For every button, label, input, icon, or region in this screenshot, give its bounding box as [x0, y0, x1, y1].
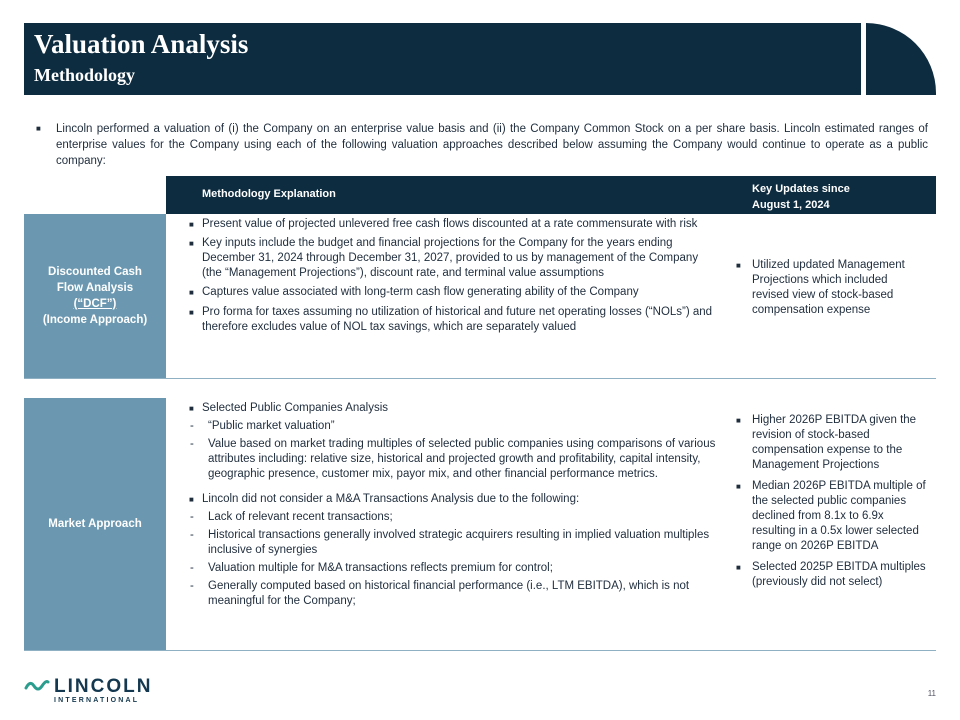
table-header	[166, 176, 936, 214]
sub-list-item: - “Public market valuation”	[190, 420, 335, 432]
dcf-explanation	[180, 217, 720, 335]
row-label-dcf: Discounted Cash Flow Analysis (“DCF”) (Income Approach)	[24, 214, 166, 378]
bullet-icon: ■	[189, 220, 194, 229]
bullet-icon: ■	[189, 288, 194, 297]
list-item: ■ Higher 2026P EBITDA given the revision of stock-based compensation expense to the Management Projections	[736, 414, 917, 471]
bullet-icon: ■	[736, 261, 741, 270]
sub-list-item: - Historical transactions generally involved strategic acquirers resulting in implied valuation multiples inclusive of synergies	[190, 529, 710, 556]
bullet-icon: ■	[736, 482, 741, 491]
market-updates	[736, 413, 926, 590]
dcf-updates	[736, 258, 926, 318]
list-item: ■ Pro forma for taxes assuming no utilization of historical and future net operating losses (“NOLs”) and therefore excludes value of NOL tax savings, which are separately valued	[189, 306, 713, 333]
row-label-market: Market Approach	[24, 398, 166, 650]
sub-list-item: - Generally computed based on historical financial performance (i.e., LTM EBITDA), which is not meaningful for the Company;	[190, 580, 690, 607]
bullet-icon: ■	[736, 416, 741, 425]
table-bottom-rule	[24, 650, 936, 651]
bullet-icon: ■	[189, 404, 194, 413]
row-divider	[24, 378, 936, 379]
col-header-methodology: Methodology Explanation	[202, 188, 336, 200]
list-item: ■ Selected Public Companies Analysis	[189, 402, 389, 414]
list-item: ■ Present value of projected unlevered free cash flows discounted at a rate commensurate with risk	[189, 218, 698, 230]
bullet-icon: ■	[36, 124, 41, 133]
bullet-icon: ■	[736, 563, 741, 572]
sub-list-item: - Value based on market trading multiples of selected public companies using comparisons of various attributes including: relative size, historical and projected growth and profitability, capital intensity, geographic presence, customer mix, payor mix, and other financial performance metrics.	[190, 438, 716, 480]
col-header-key-updates: Key Updates since August 1, 2024	[752, 183, 850, 211]
page-subtitle: Methodology	[34, 65, 135, 85]
list-item: ■ Selected 2025P EBITDA multiples (previously did not select)	[736, 561, 926, 588]
logo-subtitle: INTERNATIONAL	[54, 697, 140, 704]
bullet-icon: ■	[189, 495, 194, 504]
list-item: ■ Median 2026P EBITDA multiple of the selected public companies declined from 8.1x to 6.9x resulting in a 0.5x lower selected range on 2026P EBITDA	[736, 480, 926, 552]
list-item: ■ Captures value associated with long-term cash flow generating ability of the Company	[189, 286, 639, 298]
corner-decoration	[866, 23, 936, 95]
list-item: ■ Utilized updated Management Projections which included revised view of stock-based compensation expense	[736, 259, 905, 316]
page-number: 11	[927, 689, 936, 698]
bullet-icon: ■	[189, 308, 194, 317]
bullet-icon: ■	[189, 239, 194, 248]
intro-paragraph	[36, 121, 928, 169]
sub-list-item: - Lack of relevant recent transactions;	[190, 511, 393, 523]
title-banner	[24, 23, 861, 95]
list-item: ■ Key inputs include the budget and financial projections for the Company for the years ending December 31, 2024 through December 31, 2027, provided to us by management of the Company (the “Management Projections”), discount rate, and terminal value assumptions	[189, 237, 699, 279]
market-explanation	[180, 401, 720, 609]
sub-list-item: - Valuation multiple for M&A transactions reflects premium for control;	[190, 562, 553, 574]
intro-text: Lincoln performed a valuation of (i) the Company on an enterprise value basis and (ii) the Company Common Stock on a per share basis. Lincoln estimated ranges of enterprise values for the Company using each of the following valuation approaches described below assuming the Company would continue to operate as a public company:	[56, 123, 928, 167]
page-title: Valuation Analysis	[34, 29, 249, 59]
logo-wordmark: LINCOLN	[54, 676, 153, 697]
list-item: ■ Lincoln did not consider a M&A Transactions Analysis due to the following:	[189, 493, 580, 505]
wave-icon	[24, 678, 50, 694]
